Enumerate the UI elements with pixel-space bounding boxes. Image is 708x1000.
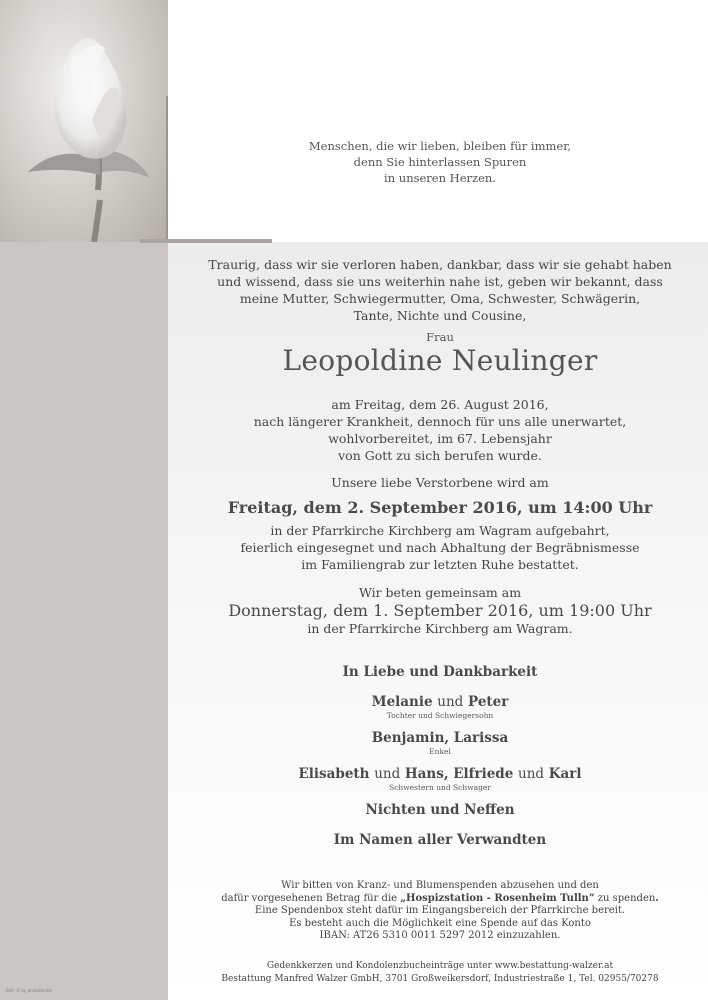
prayer-date: Donnerstag, dem 1. September 2016, um 19:00 Uhr bbox=[228, 601, 652, 620]
prayer-info: Wir beten gemeinsam am Donnerstag, dem 1. September 2016, um 19:00 Uhr in der Pfarrkirche Kirchberg am Wagram. bbox=[190, 584, 690, 637]
vertical-divider-line bbox=[166, 96, 168, 242]
donation-notice: Wir bitten von Kranz- und Blumenspenden abzusehen und den dafür vorgesehenen Betrag für die „Hospizstation - Rosenheim Tulln” zu spenden. Eine Spendenbox steht dafür im Eingangsbereich der Pfarrkirche bereit. Es besteht auch die Möglichkeit eine Spende auf das Konto IBAN: AT26 5310 0011 5297 2012 einzuzahlen. bbox=[221, 880, 659, 941]
white-rose-icon bbox=[0, 0, 168, 242]
mourner-line: Benjamin, Larissa bbox=[371, 730, 509, 746]
funeral-info: Unsere liebe Verstorbene wird am Freitag, dem 2. September 2016, um 14:00 Uhr in der Pfarrkirche Kirchberg am Wagram aufgebahrt, feierlich eingesegnet und nach Abhaltung der Begräbnismesse im Familiengrab zur letzten Ruhe bestattet. bbox=[190, 474, 690, 573]
photo-credit: Bild: © by photoBeetle bbox=[6, 988, 52, 993]
mourner-line: Nichten und Neffen bbox=[365, 802, 515, 818]
deceased-name: Leopoldine Neulinger bbox=[282, 344, 598, 377]
left-grey-band bbox=[0, 242, 168, 1000]
rose-photo bbox=[0, 0, 168, 242]
mourner-line: Elisabeth und Hans, Elfriede und Karl bbox=[298, 766, 582, 782]
mourner-relation: Schwestern und Schwager bbox=[389, 783, 491, 792]
mourner-relation: Enkel bbox=[429, 747, 451, 756]
salutation: Frau bbox=[426, 330, 454, 344]
mourner-line: Im Namen aller Verwandten bbox=[333, 832, 547, 848]
memorial-quote: Menschen, die wir lieben, bleiben für immer, denn Sie hinterlassen Spuren in unseren Herzen. bbox=[308, 139, 572, 185]
funeral-date: Freitag, dem 2. September 2016, um 14:00 Uhr bbox=[227, 498, 653, 517]
mourners-heading: In Liebe und Dankbarkeit bbox=[342, 664, 538, 680]
mourner-line: Melanie und Peter bbox=[371, 694, 509, 710]
announcement-intro: Traurig, dass wir sie verloren haben, dankbar, dass wir sie gehabt haben und wissend, dass sie uns weiterhin nahe ist, geben wir bekannt, dass meine Mutter, Schwiegermutter, Oma, Schwester, Schwägerin, Tante, Nichte und Cousine, bbox=[208, 257, 672, 323]
death-details: am Freitag, dem 26. August 2016, nach längerer Krankheit, dennoch für uns alle unerwartet, wohlvorbereitet, im 67. Lebensjahr von Gott zu sich berufen wurde. bbox=[253, 397, 627, 463]
horizontal-divider-line bbox=[140, 239, 272, 243]
hospice-name: „Hospizstation - Rosenheim Tulln” bbox=[400, 892, 595, 904]
footer-info: Gedenkkerzen und Kondolenzbucheinträge unter www.bestattung-walzer.at Bestattung Manfred Walzer GmbH, 3701 Großweikersdorf, Industriestraße 1, Tel. 02955/70278 bbox=[221, 961, 659, 984]
mourners-list bbox=[190, 664, 690, 848]
mourner-relation: Tochter und Schwiegersohn bbox=[386, 711, 494, 720]
